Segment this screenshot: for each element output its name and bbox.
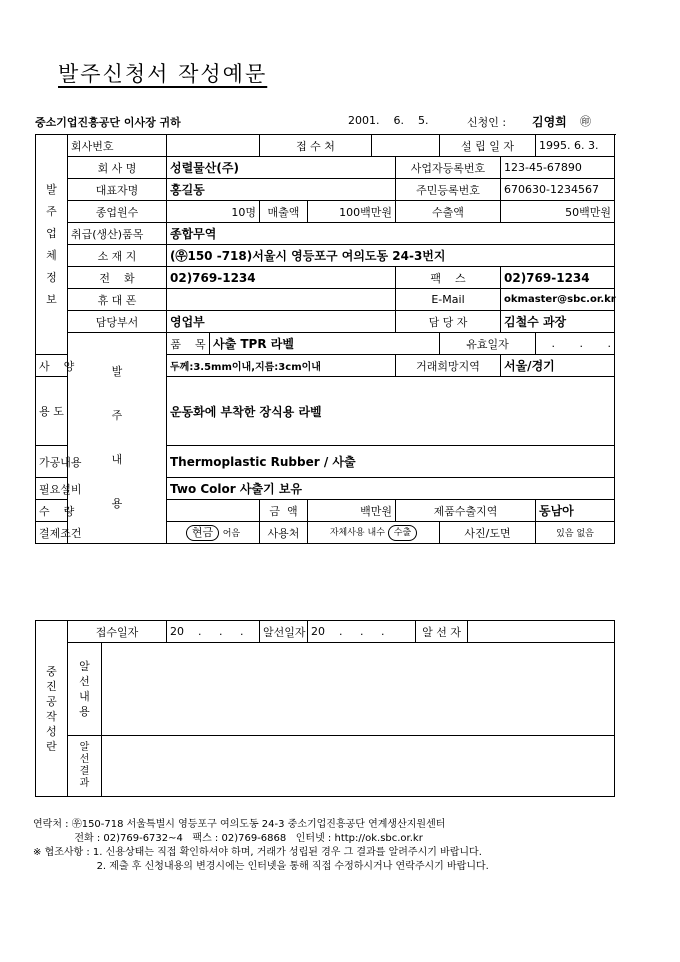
- quantity-field[interactable]: [167, 500, 260, 522]
- employees-label: 종업원수: [68, 201, 167, 223]
- quantity-label: 수 량: [36, 500, 68, 522]
- resident-number-label: 주민등록번호: [396, 179, 501, 201]
- received-date-label: 접수일자: [68, 621, 167, 643]
- ceo-label: 대표자명: [68, 179, 167, 201]
- footer-note-1: ※ 협조사항 : 1. 신용상태는 직접 확인하셔야 하며, 거래가 성립된 경우 그 결과를 알려주시기 바랍니다.: [33, 847, 482, 858]
- reception-label: 접 수 처: [260, 135, 372, 157]
- mobile-field[interactable]: [167, 289, 396, 311]
- fax-value[interactable]: 02)769-1234: [501, 267, 615, 289]
- photo-options: [536, 522, 615, 544]
- employees-value[interactable]: 10명: [167, 201, 260, 223]
- mediator-label: 알 선 자: [416, 621, 468, 643]
- process-value[interactable]: Thermoplastic Rubber / 사출: [167, 446, 615, 478]
- usage-options: [308, 522, 440, 544]
- amount-label: 금 액: [260, 500, 308, 522]
- phone-label: 전 화: [68, 267, 167, 289]
- use-label: 용 도: [36, 377, 68, 446]
- footer-notes: [33, 818, 643, 874]
- footer-phone: 전화 : 02)769-6732~4 팩스 : 02)769-6868 인터넷 : http://ok.sbc.or.kr: [33, 833, 423, 844]
- payment-options: [167, 522, 260, 544]
- spec-value[interactable]: 두께:3.5mm이내,지름:3cm이내: [167, 355, 396, 377]
- dept-value[interactable]: 영업부: [167, 311, 396, 333]
- usage-label: 사용처: [260, 522, 308, 544]
- applicant-label: 신청인 :: [467, 116, 507, 129]
- region-label: 거래희망지역: [396, 355, 501, 377]
- ceo-name[interactable]: 홍길동: [167, 179, 396, 201]
- established-date[interactable]: 1995. 6. 3.: [536, 135, 615, 157]
- process-label: 가공내용: [36, 446, 68, 478]
- usage-export-option[interactable]: 수출: [388, 525, 417, 541]
- company-number-label: 회사번호: [68, 135, 167, 157]
- manager-label: 담 당 자: [396, 311, 501, 333]
- application-table: [35, 134, 615, 544]
- items-value[interactable]: 종합무역: [167, 223, 615, 245]
- items-label: 취급(생산)품목: [68, 223, 167, 245]
- payment-cash-option[interactable]: 현금: [186, 525, 219, 541]
- use-value[interactable]: 운동화에 부착한 장식용 라벨: [167, 377, 615, 446]
- applicant-name: 김영희: [532, 115, 567, 129]
- photo-label: 사진/도면: [440, 522, 536, 544]
- export-region-value[interactable]: 동남아: [536, 500, 615, 522]
- received-date-value[interactable]: 20 . . .: [167, 621, 260, 643]
- fax-label: 팩 스: [396, 267, 501, 289]
- region-value[interactable]: 서울/경기: [501, 355, 615, 377]
- footer-note-2: 2. 제출 후 신청내용의 변경시에는 인터넷을 통해 직접 수정하시거나 연락주시기 바랍니다.: [33, 861, 489, 872]
- payment-label: 결제조건: [36, 522, 68, 544]
- company-section-label: 발 주 업 체 정 보: [36, 135, 68, 355]
- export-region-label: 제품수출지역: [396, 500, 536, 522]
- application-date: 2001. 6. 5.: [348, 114, 429, 127]
- resident-number[interactable]: 670630-1234567: [501, 179, 615, 201]
- company-name[interactable]: 성렬물산(주): [167, 157, 396, 179]
- manager-value[interactable]: 김철수 과장: [501, 311, 615, 333]
- photo-yes-option[interactable]: 있음: [556, 529, 574, 539]
- document-title: 발주신청서 작성예문: [58, 62, 268, 86]
- sales-label: 매출액: [260, 201, 308, 223]
- order-section-label: 발 주 내 용: [68, 333, 167, 544]
- equipment-label: 필요설비: [36, 478, 68, 500]
- mediation-result-field[interactable]: [102, 736, 615, 797]
- export-label: 수출액: [396, 201, 501, 223]
- company-number-field[interactable]: [167, 135, 260, 157]
- company-name-label: 회 사 명: [68, 157, 167, 179]
- addressee: 중소기업진흥공단 이사장 귀하: [35, 116, 181, 129]
- usage-domestic-option[interactable]: 내수: [367, 527, 385, 538]
- arranged-date-value[interactable]: 20 . . .: [308, 621, 416, 643]
- mobile-label: 휴 대 폰: [68, 289, 167, 311]
- product-value[interactable]: 사출 TPR 라벨: [210, 333, 440, 355]
- established-label: 설 립 일 자: [440, 135, 536, 157]
- equipment-value[interactable]: Two Color 사출기 보유: [167, 478, 615, 500]
- mediator-field[interactable]: [468, 621, 615, 643]
- arranged-date-label: 알선일자: [260, 621, 308, 643]
- footer-contact: 연락처 : ㉾150-718 서울특별시 영등포구 여의도동 24-3 중소기업진흥공단 연계생산지원센터: [33, 819, 446, 830]
- export-value[interactable]: 50백만원: [501, 201, 615, 223]
- amount-unit[interactable]: 백만원: [308, 500, 396, 522]
- mediation-content-field[interactable]: [102, 643, 615, 736]
- sales-value[interactable]: 100백만원: [308, 201, 396, 223]
- mediation-section-label: 중 진 공 작 성 란: [36, 621, 68, 797]
- product-label: 품 목: [167, 333, 210, 355]
- mediation-result-label: 알 선 결 과: [68, 736, 102, 797]
- email-label: E-Mail: [396, 289, 501, 311]
- biz-reg-number[interactable]: 123-45-67890: [501, 157, 615, 179]
- reception-field[interactable]: [372, 135, 440, 157]
- usage-self-option[interactable]: 자체사용: [329, 527, 365, 538]
- mediation-content-label: 알 선 내 용: [68, 643, 102, 736]
- seal-icon: ㊞: [580, 115, 591, 128]
- dept-label: 담당부서: [68, 311, 167, 333]
- biz-reg-label: 사업자등록번호: [396, 157, 501, 179]
- payment-bill-option[interactable]: 어음: [222, 528, 241, 539]
- address-label: 소 재 지: [68, 245, 167, 267]
- photo-no-option[interactable]: 없음: [576, 529, 594, 539]
- phone-value[interactable]: 02)769-1234: [167, 267, 396, 289]
- spec-label: 사 양: [36, 355, 68, 377]
- mediation-table: [35, 620, 615, 797]
- header-line: [35, 112, 625, 130]
- valid-date-value[interactable]: . . .: [536, 333, 615, 355]
- valid-date-label: 유효일자: [440, 333, 536, 355]
- email-value[interactable]: okmaster@sbc.or.kr: [501, 289, 615, 311]
- address-value[interactable]: (㉾150 -718)서울시 영등포구 여의도동 24-3번지: [167, 245, 615, 267]
